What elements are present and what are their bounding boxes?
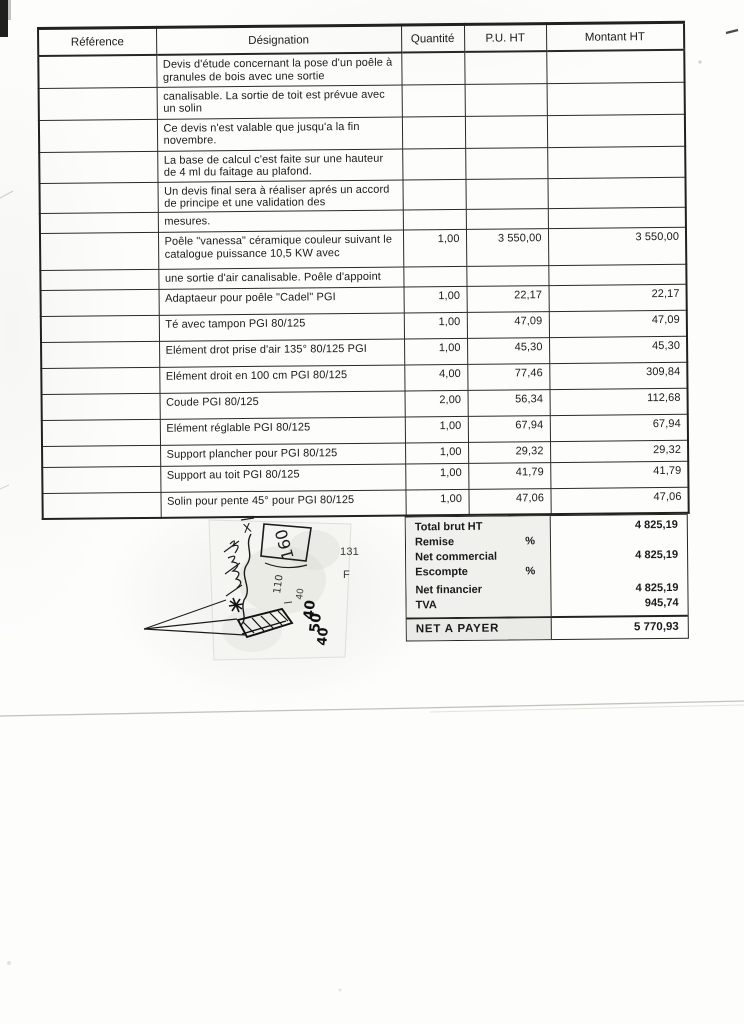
cell-amount: 45,30 (549, 336, 687, 363)
totals-row-label: Escompte (415, 566, 468, 579)
cell-designation: Elément drot prise d'air 135° 80/125 PGI (159, 339, 404, 367)
cell-amount (547, 82, 685, 115)
cross-mark: X (241, 520, 253, 536)
background-text-fragment: 131 (340, 546, 359, 558)
cell-quantity: 1,00 (403, 229, 466, 267)
totals-row (406, 563, 687, 581)
totals-row-value (551, 563, 687, 579)
cell-unit-price (466, 209, 548, 230)
cell-designation: Elément réglable PGI 80/125 (160, 417, 405, 445)
dimension-value-small: 110 (272, 573, 286, 595)
cell-unit-price: 67,94 (468, 416, 550, 443)
dimension-value-small: 40 (295, 587, 307, 601)
cell-amount (546, 50, 684, 83)
scan-crease-line (0, 701, 744, 716)
cell-designation: Ce devis n'est valable que jusqu'a la fin novembre. (157, 117, 402, 151)
cell-quantity: 2,00 (405, 390, 468, 417)
cell-designation: Elément droit en 100 cm PGI 80/125 (159, 365, 404, 393)
totals-row-value (551, 533, 687, 549)
cell-reference (41, 341, 159, 368)
cell-quantity (403, 266, 466, 287)
cell-quantity: 1,00 (405, 489, 468, 516)
column-header-reference: Référence (38, 27, 156, 56)
cell-quantity (402, 84, 465, 117)
cell-quantity: 1,00 (405, 463, 468, 490)
cell-reference (41, 315, 159, 342)
cell-unit-price (465, 147, 547, 179)
cell-designation: Solin pour pente 45° pour PGI 80/125 (160, 490, 405, 518)
cell-quantity: 1,00 (404, 312, 467, 339)
column-header-unit-price: P.U. HT (464, 24, 546, 52)
cell-unit-price: 56,34 (468, 390, 550, 417)
cell-reference (39, 182, 157, 214)
cell-amount (548, 207, 686, 228)
cell-quantity (403, 209, 466, 230)
cell-designation: La base de calcul c'est faite sur une hauteur de 4 ml du faitage au plafond. (157, 149, 402, 182)
cell-unit-price: 29,32 (468, 442, 550, 464)
cell-designation: Té avec tampon PGI 80/125 (159, 313, 404, 341)
cell-quantity (402, 116, 465, 149)
cell-amount (548, 264, 686, 285)
cell-amount: 22,17 (549, 284, 687, 311)
cell-quantity: 4,00 (404, 364, 467, 391)
cell-reference (40, 212, 158, 233)
percent-sign: % (525, 535, 536, 548)
cell-quantity (402, 179, 465, 210)
cell-unit-price (464, 51, 546, 84)
cell-amount: 112,68 (550, 388, 688, 415)
cell-reference (41, 367, 159, 394)
table-row (40, 227, 686, 270)
cell-amount: 41,79 (550, 461, 688, 488)
cell-amount: 3 550,00 (548, 227, 686, 265)
net-to-pay-label: NET A PAYER (407, 618, 552, 640)
cell-unit-price (465, 178, 547, 209)
cell-designation: canalisable. La sortie de toit est prévue avec un solin (157, 85, 402, 119)
net-to-pay-value: 5 770,93 (633, 621, 679, 634)
cell-unit-price: 47,09 (467, 312, 549, 339)
cell-quantity: 1,00 (404, 338, 467, 365)
cell-reference (40, 232, 158, 270)
cell-unit-price: 47,06 (468, 488, 550, 515)
totals-row-label: Total brut HT (414, 521, 483, 534)
cell-reference (42, 445, 160, 467)
cell-quantity (401, 52, 464, 85)
totals-row-value: 4 825,19 (634, 519, 678, 532)
totals-row-label: Remise (414, 536, 455, 549)
cell-designation: Support plancher pour PGI 80/125 (160, 443, 405, 466)
cell-unit-price: 3 550,00 (466, 229, 548, 267)
cell-reference (39, 119, 157, 152)
cell-designation: Devis d'étude concernant la pose d'un poêle à granules de bois avec une sortie (156, 53, 401, 87)
cell-unit-price: 41,79 (468, 463, 550, 490)
cell-reference (39, 87, 157, 120)
cell-amount: 309,84 (549, 362, 687, 389)
totals-block (405, 514, 689, 642)
totals-row-label: TVA (415, 599, 437, 612)
cell-reference (39, 151, 157, 183)
cell-amount (547, 146, 685, 178)
totals-row (407, 596, 688, 614)
cell-amount (547, 177, 685, 209)
column-header-amount: Montant HT (546, 22, 684, 51)
cell-designation: Coude PGI 80/125 (160, 391, 405, 419)
cell-unit-price (465, 83, 547, 116)
cell-reference (38, 55, 156, 88)
totals-row-value: 945,74 (644, 597, 679, 610)
cell-quantity: 1,00 (405, 416, 468, 443)
cell-amount (547, 114, 685, 147)
cell-quantity: 1,00 (404, 286, 467, 313)
cell-amount: 47,06 (550, 487, 688, 514)
cell-unit-price (465, 115, 547, 148)
totals-row-label: Net financier (415, 584, 483, 597)
table-body (38, 50, 688, 520)
cell-designation: Support au toit PGI 80/125 (160, 464, 405, 492)
totals-row-value: 4 825,19 (635, 582, 679, 595)
dimension-value-bold: 50 (307, 612, 326, 634)
cell-amount: 67,94 (550, 414, 688, 441)
cell-reference (40, 269, 158, 290)
cell-unit-price: 45,30 (467, 338, 549, 365)
cell-reference (42, 393, 160, 420)
dimension-value-bold: 40 (301, 599, 320, 621)
scan-corner-bar (0, 0, 8, 37)
totals-row-label: Net commercial (415, 551, 498, 564)
cell-unit-price: 77,46 (467, 364, 549, 391)
cell-quantity (402, 148, 465, 180)
column-header-designation: Désignation (156, 25, 401, 55)
totals-row-value: 4 825,19 (635, 549, 679, 562)
cell-designation: Adaptaeur pour poêle "Cadel" PGI (159, 287, 404, 315)
handwritten-note-sketch (130, 508, 368, 668)
panel-dimension-value: 160 (271, 527, 298, 562)
items-table (37, 21, 690, 521)
column-header-quantity: Quantité (401, 24, 464, 52)
percent-sign: % (525, 565, 536, 578)
cell-reference (41, 289, 159, 316)
cell-reference (42, 466, 160, 493)
cell-amount: 29,32 (550, 440, 688, 462)
cell-designation: une sortie d'air canalisable. Poêle d'appoint (158, 267, 403, 289)
dimension-value-bold: 40 (315, 626, 332, 647)
scan-dash-mark (726, 30, 738, 33)
cell-designation: Un devis final sera à réaliser aprés un accord de principe et une validation des (157, 179, 402, 212)
cell-unit-price: 22,17 (467, 286, 549, 313)
cell-quantity: 1,00 (405, 442, 468, 464)
totals-grid (406, 515, 688, 618)
cell-reference (42, 419, 160, 446)
net-to-pay-row (407, 615, 688, 641)
background-text-fragment: F (343, 569, 350, 581)
cell-unit-price (466, 266, 548, 287)
cell-amount: 47,09 (549, 310, 687, 337)
cell-designation: mesures. (158, 210, 403, 232)
cell-designation: Poêle "vanessa" céramique couleur suivant le catalogue puissance 10,5 KW avec (158, 230, 403, 269)
